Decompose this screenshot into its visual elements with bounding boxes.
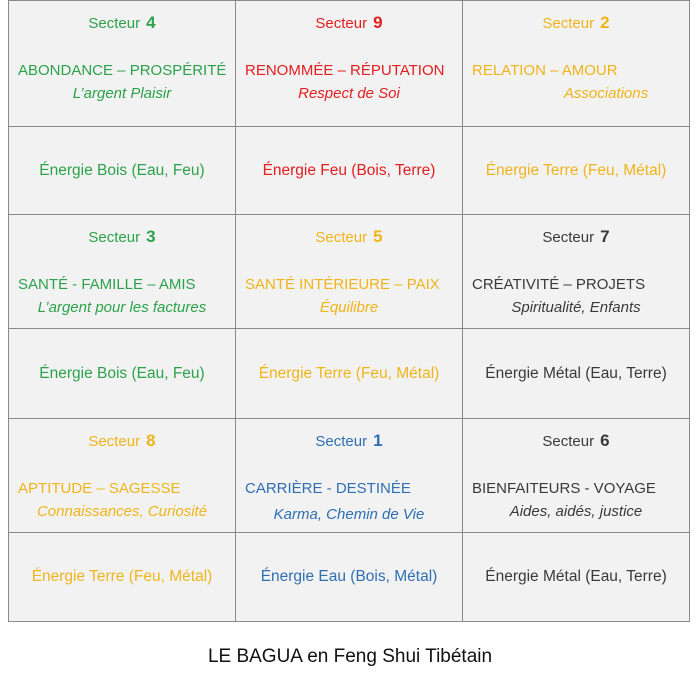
sector-label: Secteur (542, 229, 595, 246)
bagua-grid (8, 0, 690, 622)
sector-subtitle: Respect de Soi (298, 85, 400, 102)
sector-theme: RELATION – AMOUR (472, 62, 618, 79)
sector-theme: CRÉATIVITÉ – PROJETS (472, 276, 646, 293)
sector-title (9, 13, 235, 33)
sector-title (9, 431, 235, 451)
sector-theme: RENOMMÉE – RÉPUTATION (245, 62, 445, 79)
sector-subtitle: Associations (563, 85, 649, 102)
sector-label: Secteur (315, 433, 368, 450)
sector-number: 8 (146, 431, 156, 450)
sector-3-cell (9, 215, 236, 329)
sector-5-cell (236, 215, 463, 329)
sector-4-energy-cell (9, 127, 236, 215)
sector-theme: CARRIÈRE - DESTINÉE (245, 480, 411, 497)
sector-number: 7 (600, 227, 610, 246)
energy-label: Énergie Terre (Feu, Métal) (258, 364, 440, 382)
energy-label: Énergie Terre (Feu, Métal) (485, 161, 667, 179)
sector-theme: SANTÉ INTÉRIEURE – PAIX (245, 276, 440, 293)
sector-6-cell (463, 419, 689, 533)
sector-number: 1 (373, 431, 383, 450)
sector-label: Secteur (88, 15, 141, 32)
energy-label: Énergie Bois (Eau, Feu) (39, 364, 205, 382)
sector-theme: SANTÉ - FAMILLE – AMIS (18, 276, 196, 293)
sector-label: Secteur (542, 15, 595, 32)
sector-label: Secteur (88, 433, 141, 450)
sector-subtitle: Connaissances, Curiosité (36, 503, 208, 520)
sector-label: Secteur (88, 229, 141, 246)
sector-subtitle: L’argent pour les factures (37, 299, 207, 316)
sector-9-energy-cell (236, 127, 463, 215)
sector-title (463, 13, 689, 33)
sector-number: 6 (600, 431, 610, 450)
energy-label: Énergie Eau (Bois, Métal) (260, 568, 438, 585)
sector-3-energy-cell (9, 329, 236, 419)
sector-theme: BIENFAITEURS - VOYAGE (472, 480, 656, 497)
figure-caption: LE BAGUA en Feng Shui Tibétain (207, 646, 493, 667)
sector-7-energy-cell (463, 329, 689, 419)
sector-number: 5 (373, 227, 383, 246)
sector-1-energy-cell (236, 533, 463, 621)
sector-4-cell (9, 1, 236, 127)
sector-title (9, 227, 235, 247)
sector-label: Secteur (315, 15, 368, 32)
sector-2-energy-cell (463, 127, 689, 215)
sector-title (463, 227, 689, 247)
sector-number: 2 (600, 13, 610, 32)
energy-label: Énergie Métal (Eau, Terre) (485, 568, 667, 585)
energy-label: Énergie Terre (Feu, Métal) (31, 568, 213, 585)
sector-label: Secteur (542, 433, 595, 450)
sector-5-energy-cell (236, 329, 463, 419)
sector-2-cell (463, 1, 689, 127)
sector-theme: APTITUDE – SAGESSE (18, 480, 181, 497)
sector-subtitle: L’argent Plaisir (72, 85, 172, 102)
sector-subtitle: Équilibre (319, 299, 379, 316)
sector-1-cell (236, 419, 463, 533)
sector-title (463, 431, 689, 451)
energy-label: Énergie Métal (Eau, Terre) (485, 364, 667, 382)
sector-9-cell (236, 1, 463, 127)
sector-subtitle: Spiritualité, Enfants (511, 299, 641, 316)
sector-title (236, 13, 462, 33)
energy-label: Énergie Bois (Eau, Feu) (39, 161, 205, 179)
sector-theme: ABONDANCE – PROSPÉRITÉ (18, 62, 227, 79)
sector-label: Secteur (315, 229, 368, 246)
sector-7-cell (463, 215, 689, 329)
sector-8-cell (9, 419, 236, 533)
sector-number: 3 (146, 227, 156, 246)
energy-label: Énergie Feu (Bois, Terre) (262, 161, 436, 179)
sector-6-energy-cell (463, 533, 689, 621)
sector-8-energy-cell (9, 533, 236, 621)
sector-subtitle: Karma, Chemin de Vie (273, 506, 425, 523)
sector-title (236, 227, 462, 247)
sector-subtitle: Aides, aidés, justice (509, 503, 643, 520)
sector-number: 9 (373, 13, 383, 32)
sector-number: 4 (146, 13, 156, 32)
sector-title (236, 431, 462, 451)
